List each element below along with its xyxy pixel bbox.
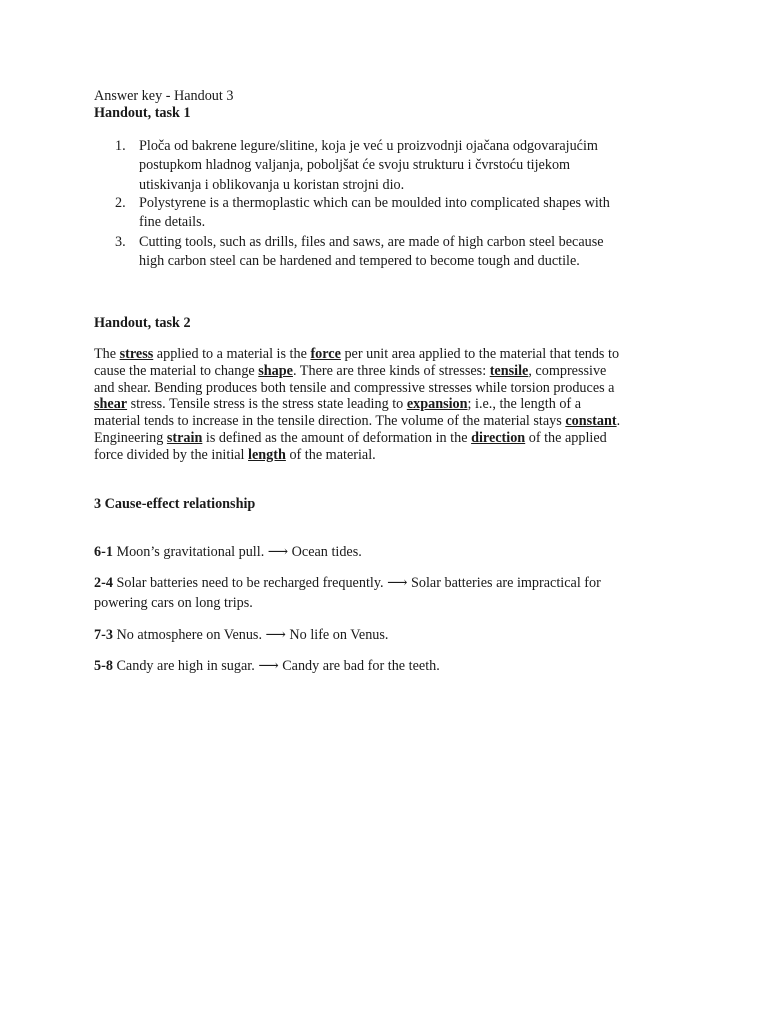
keyword-constant: constant: [565, 413, 617, 430]
cause-effect-code: 5-8: [94, 658, 113, 674]
paragraph-line: [94, 346, 674, 363]
keyword-strain: strain: [166, 429, 203, 446]
paragraph-line: [94, 447, 674, 464]
keyword-tensile: tensile: [489, 362, 529, 379]
list-item-line: utiskivanja i oblikovanja u koristan strojni dio.: [139, 176, 405, 193]
text-run: is defined as the amount of deformation in the: [202, 429, 472, 446]
text-run: The: [94, 346, 120, 362]
cause-effect-item: [94, 542, 362, 562]
keyword-shape: shape: [258, 362, 293, 379]
paragraph-line: [94, 396, 674, 413]
text-run: per unit area applied to the material that tends to: [340, 346, 620, 362]
list-item-line: fine details.: [139, 214, 206, 231]
text-run: material tends to increase in the tensile direction. The volume of the material stays: [94, 413, 566, 430]
paragraph-line: [94, 380, 674, 397]
text-run: applied to a material is the: [153, 346, 311, 362]
text-run: . There are three kinds of stresses:: [292, 362, 490, 379]
keyword-direction: direction: [471, 429, 526, 446]
text-run: stress. Tensile stress is the stress state leading to: [127, 396, 407, 413]
cause-effect-code: 7-3: [94, 627, 113, 643]
cause-effect-item: [94, 656, 440, 676]
task3-heading: 3 Cause-effect relationship: [94, 496, 256, 512]
paragraph-line: [94, 430, 674, 447]
cause-effect-code: 2-4: [94, 575, 113, 591]
paragraph-line: [94, 413, 674, 430]
text-run: Engineering: [94, 429, 167, 446]
task1-heading: Handout, task 1: [94, 105, 191, 121]
text-run: cause the material to change: [94, 362, 259, 379]
task2-heading: Handout, task 2: [94, 315, 191, 331]
list-item-number: 1.: [115, 138, 126, 154]
cause-effect-text-continued: powering cars on long trips.: [94, 595, 253, 611]
text-run: of the material.: [285, 446, 376, 463]
cause-effect-item: [94, 573, 601, 613]
list-item-line: Polystyrene is a thermoplastic which can be moulded into complicated shapes with: [139, 195, 610, 211]
text-run: force divided by the initial: [94, 446, 249, 463]
list-item-text: [139, 194, 610, 233]
keyword-length: length: [248, 446, 286, 463]
document-title: Answer key - Handout 3: [94, 88, 234, 104]
list-item-number: 2.: [115, 195, 126, 211]
keyword-shear: shear: [94, 396, 128, 413]
text-run: ; i.e., the length of a: [467, 396, 581, 413]
list-item-number: 3.: [115, 234, 126, 250]
text-run: .: [616, 413, 621, 430]
list-item-text: [139, 233, 604, 272]
cause-effect-text: No atmosphere on Venus. ⟶ No life on Venus.: [116, 627, 389, 643]
text-run: and shear. Bending produces both tensile and compressive stresses while torsion produces a: [94, 379, 615, 396]
task2-paragraph: [94, 346, 674, 464]
keyword-stress: stress: [119, 346, 154, 362]
cause-effect-text: Candy are high in sugar. ⟶ Candy are bad for the teeth.: [116, 658, 440, 674]
cause-effect-text: Moon’s gravitational pull. ⟶ Ocean tides.: [116, 544, 362, 560]
list-item-line: Ploča od bakrene legure/slitine, koja je već u proizvodnji ojačana odgovarajućim: [139, 138, 598, 154]
paragraph-line: [94, 363, 674, 380]
keyword-force: force: [310, 346, 341, 362]
cause-effect-text: Solar batteries need to be recharged frequently. ⟶ Solar batteries are impractical for: [116, 575, 601, 591]
text-run: , compressive: [528, 362, 607, 379]
list-item-line: postupkom hladnog valjanja, poboljšat će svoju strukturu i čvrstoću tijekom: [139, 157, 571, 174]
text-run: of the applied: [525, 429, 607, 446]
keyword-expansion: expansion: [406, 396, 468, 413]
list-item-text: [139, 137, 598, 195]
list-item-line: high carbon steel can be hardened and tempered to become tough and ductile.: [139, 253, 580, 270]
cause-effect-code: 6-1: [94, 544, 113, 560]
cause-effect-item: [94, 625, 388, 645]
list-item-line: Cutting tools, such as drills, files and saws, are made of high carbon steel because: [139, 234, 604, 250]
